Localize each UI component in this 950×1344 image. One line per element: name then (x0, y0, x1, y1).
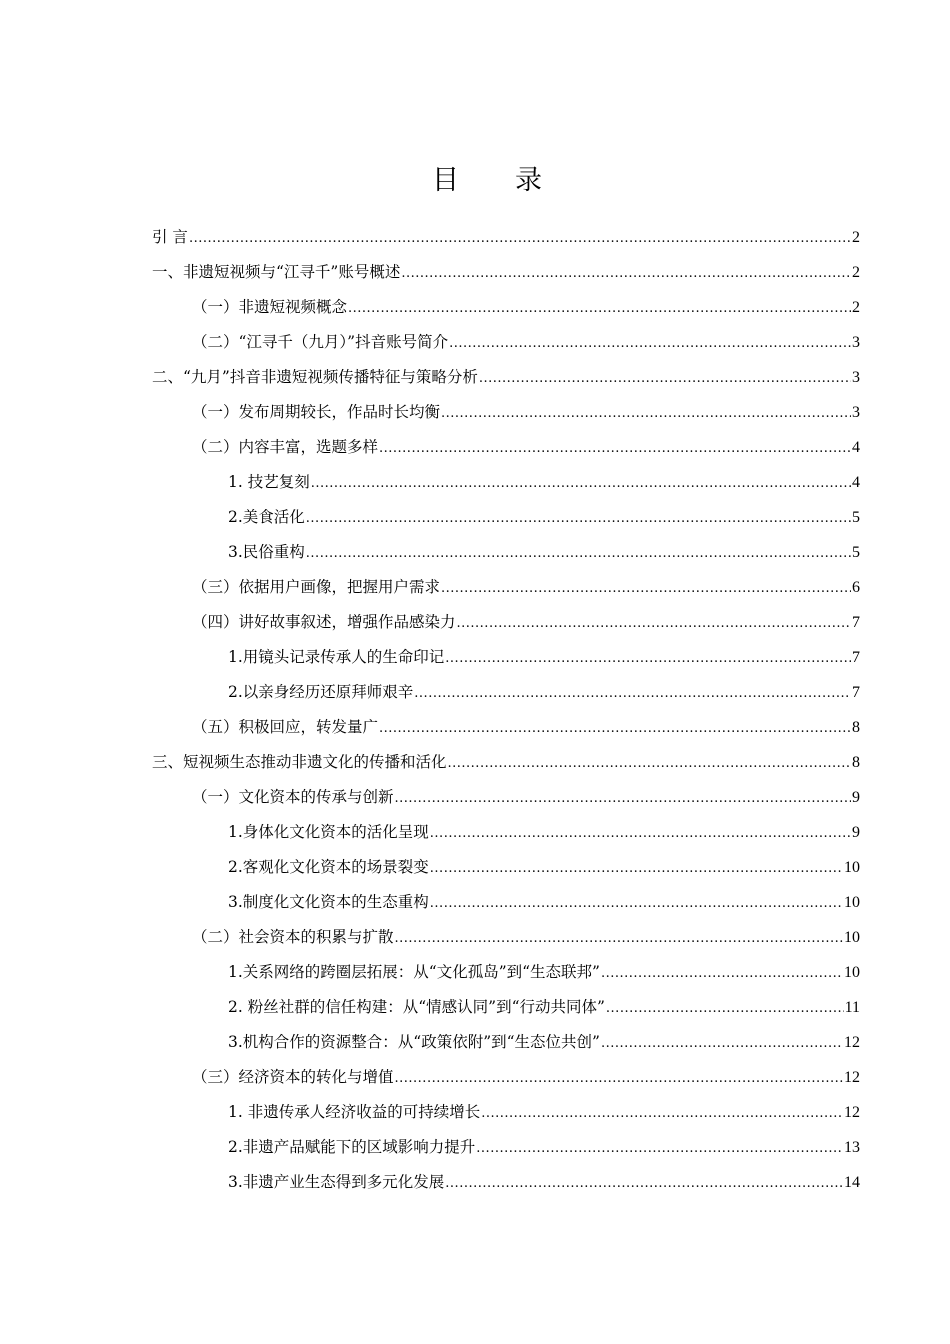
toc-dot-leader (457, 606, 851, 641)
toc-dot-leader (476, 1131, 843, 1166)
toc-entry-text: （三）经济资本的转化与增值 (192, 1068, 394, 1086)
toc-entry-text: 2. 粉丝社群的信任构建：从“情感认同”到“行动共同体” (228, 998, 605, 1016)
toc-entry[interactable] (152, 745, 860, 780)
toc-entry[interactable] (152, 290, 860, 325)
toc-page-number: 2 (852, 229, 860, 246)
toc-entry[interactable] (152, 815, 860, 850)
toc-entry[interactable] (152, 920, 860, 955)
toc-dot-leader (306, 501, 851, 536)
toc-page-number: 4 (852, 439, 860, 456)
toc-entry[interactable] (152, 360, 860, 395)
toc-dot-leader (601, 1026, 843, 1061)
toc-entry[interactable] (152, 1130, 860, 1165)
toc-page-number: 4 (852, 474, 860, 491)
toc-dot-leader (481, 1096, 843, 1131)
toc-entry[interactable] (152, 885, 860, 920)
toc-dot-leader (395, 1061, 843, 1096)
toc-page-number: 3 (852, 369, 860, 386)
toc-dot-leader (379, 431, 851, 466)
toc-dot-leader (449, 326, 851, 361)
toc-dot-leader (395, 781, 851, 816)
toc-dot-leader (448, 746, 851, 781)
toc-entry-text: （四）讲好故事叙述，增强作品感染力 (192, 613, 456, 631)
toc-dot-leader (348, 291, 851, 326)
toc-dot-leader (441, 571, 851, 606)
toc-entry[interactable] (152, 1095, 860, 1130)
toc-entry-text: （二）内容丰富，选题多样 (192, 438, 379, 456)
table-of-contents (152, 220, 860, 1200)
toc-dot-leader (430, 816, 851, 851)
toc-page-number: 9 (852, 824, 860, 841)
toc-entry[interactable] (152, 465, 860, 500)
toc-entry-text: 2.客观化文化资本的场景裂变 (228, 858, 429, 876)
toc-entry[interactable] (152, 710, 860, 745)
toc-entry-text: 一、非遗短视频与“江寻千”账号概述 (152, 263, 401, 281)
toc-entry[interactable] (152, 1060, 860, 1095)
toc-entry[interactable] (152, 570, 860, 605)
toc-page-number: 5 (852, 509, 860, 526)
toc-page-number: 10 (844, 859, 860, 876)
toc-dot-leader (311, 466, 851, 501)
toc-entry-text: 1.身体化文化资本的活化呈现 (228, 823, 429, 841)
toc-page-number: 12 (844, 1104, 860, 1121)
toc-page-number: 8 (852, 719, 860, 736)
toc-entry-text: （一）文化资本的传承与创新 (192, 788, 394, 806)
toc-entry-text: 三、短视频生态推动非遗文化的传播和活化 (152, 753, 447, 771)
toc-entry[interactable] (152, 1025, 860, 1060)
toc-page-number: 3 (852, 334, 860, 351)
toc-dot-leader (479, 361, 851, 396)
toc-entry[interactable] (152, 535, 860, 570)
toc-entry-text: （一）非遗短视频概念 (192, 298, 348, 316)
toc-dot-leader (306, 536, 851, 571)
toc-page-number: 7 (852, 649, 860, 666)
toc-dot-leader (445, 641, 851, 676)
toc-dot-leader (430, 886, 843, 921)
toc-page-number: 2 (852, 299, 860, 316)
toc-dot-leader (401, 256, 851, 291)
toc-entry-text: 3.民俗重构 (228, 543, 305, 561)
toc-title (0, 158, 950, 197)
toc-entry[interactable] (152, 430, 860, 465)
toc-page-number: 11 (844, 999, 860, 1016)
toc-entry-text: 1. 非遗传承人经济收益的可持续增长 (228, 1103, 481, 1121)
toc-entry[interactable] (152, 255, 860, 290)
toc-entry[interactable] (152, 395, 860, 430)
toc-entry-text: 2.以亲身经历还原拜师艰辛 (228, 683, 414, 701)
toc-entry-text: 3.制度化文化资本的生态重构 (228, 893, 429, 911)
toc-dot-leader (379, 711, 851, 746)
toc-entry-text: 引 言 (152, 228, 188, 246)
toc-entry-text: 3.机构合作的资源整合：从“政策依附”到“生态位共创” (228, 1033, 600, 1051)
toc-page-number: 3 (852, 404, 860, 421)
toc-page-number: 6 (852, 579, 860, 596)
toc-page-number: 8 (852, 754, 860, 771)
toc-entry[interactable] (152, 675, 860, 710)
toc-title-part1: 目 (432, 165, 459, 196)
toc-entry-text: （五）积极回应，转发量广 (192, 718, 379, 736)
toc-entry-text: 1. 技艺复刻 (228, 473, 310, 491)
toc-page-number: 7 (852, 684, 860, 701)
toc-entry[interactable] (152, 605, 860, 640)
toc-page-number: 10 (844, 964, 860, 981)
toc-entry-text: 1.用镜头记录传承人的生命印记 (228, 648, 445, 666)
toc-page-number: 9 (852, 789, 860, 806)
toc-page-number: 13 (844, 1139, 860, 1156)
toc-page-number: 10 (844, 894, 860, 911)
toc-entry-text: （一）发布周期较长，作品时长均衡 (192, 403, 441, 421)
toc-dot-leader (601, 956, 843, 991)
toc-page-number: 2 (852, 264, 860, 281)
toc-page-number: 12 (844, 1034, 860, 1051)
toc-page-number: 12 (844, 1069, 860, 1086)
toc-page-number: 14 (844, 1174, 860, 1191)
toc-title-part2: 录 (515, 165, 542, 196)
toc-entry-text: （二）社会资本的积累与扩散 (192, 928, 394, 946)
toc-page-number: 10 (844, 929, 860, 946)
toc-entry-text: 1.关系网络的跨圈层拓展：从“文化孤岛”到“生态联邦” (228, 963, 600, 981)
toc-entry[interactable] (152, 955, 860, 990)
toc-dot-leader (606, 991, 844, 1026)
toc-dot-leader (441, 396, 851, 431)
toc-dot-leader (414, 676, 851, 711)
toc-entry[interactable] (152, 640, 860, 675)
toc-entry[interactable] (152, 990, 860, 1025)
toc-entry-text: 3.非遗产业生态得到多元化发展 (228, 1173, 445, 1191)
toc-dot-leader (189, 221, 851, 256)
toc-entry-text: （三）依据用户画像，把握用户需求 (192, 578, 441, 596)
toc-entry[interactable] (152, 780, 860, 815)
toc-entry[interactable] (152, 1165, 860, 1200)
toc-entry[interactable] (152, 325, 860, 360)
toc-entry[interactable] (152, 850, 860, 885)
toc-entry-text: 2.美食活化 (228, 508, 305, 526)
toc-dot-leader (445, 1166, 843, 1201)
toc-entry[interactable] (152, 500, 860, 535)
toc-dot-leader (395, 921, 843, 956)
toc-page-number: 5 (852, 544, 860, 561)
toc-entry-text: 二、“九月”抖音非遗短视频传播特征与策略分析 (152, 368, 478, 386)
toc-dot-leader (430, 851, 843, 886)
toc-entry-text: （二）“江寻千（九月）”抖音账号简介 (192, 333, 449, 351)
toc-page-number: 7 (852, 614, 860, 631)
toc-entry[interactable] (152, 220, 860, 255)
toc-entry-text: 2.非遗产品赋能下的区域影响力提升 (228, 1138, 476, 1156)
